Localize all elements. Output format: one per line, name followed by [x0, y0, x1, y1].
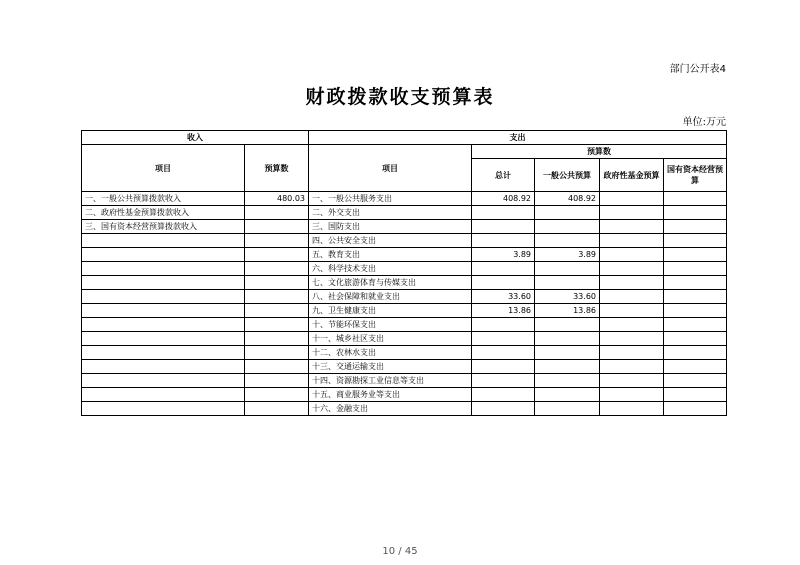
income-amount-cell	[245, 318, 309, 332]
general-public-cell: 408.92	[535, 192, 600, 206]
state-capital-cell	[664, 192, 727, 206]
total-cell	[472, 360, 535, 374]
table-row	[82, 374, 727, 388]
income-item-cell: 三、国有资本经营预算拨款收入	[82, 220, 245, 234]
income-amount-cell	[245, 332, 309, 346]
income-item-cell	[82, 332, 245, 346]
table-row	[82, 318, 727, 332]
general-public-cell	[535, 332, 600, 346]
form-number: 部门公开表4	[669, 64, 726, 75]
total-cell	[472, 374, 535, 388]
gov-fund-cell	[600, 318, 664, 332]
income-item-cell	[82, 346, 245, 360]
state-capital-cell	[664, 206, 727, 220]
expense-item-cell: 七、文化旅游体育与传媒支出	[309, 276, 472, 290]
total-cell	[472, 262, 535, 276]
page-title: 财政拨款收支预算表	[305, 86, 495, 108]
income-amount-cell	[245, 262, 309, 276]
gov-fund-cell	[600, 248, 664, 262]
expense-item-cell: 一、一般公共服务支出	[309, 192, 472, 206]
expense-item-cell: 十一、城乡社区支出	[309, 332, 472, 346]
general-public-cell: 33.60	[535, 290, 600, 304]
gov-fund-cell	[600, 346, 664, 360]
general-public-cell	[535, 388, 600, 402]
total-cell: 3.89	[472, 248, 535, 262]
total-cell	[472, 318, 535, 332]
income-item-cell: 一、一般公共预算拨款收入	[82, 192, 245, 206]
gov-fund-cell	[600, 388, 664, 402]
table-row	[82, 388, 727, 402]
gov-fund-cell	[600, 262, 664, 276]
table-row	[82, 262, 727, 276]
income-amount-header: 预算数	[245, 145, 309, 192]
income-item-cell	[82, 304, 245, 318]
state-capital-cell	[664, 332, 727, 346]
total-cell	[472, 276, 535, 290]
expense-item-cell: 九、卫生健康支出	[309, 304, 472, 318]
income-amount-cell	[245, 388, 309, 402]
state-capital-cell	[664, 388, 727, 402]
total-cell: 408.92	[472, 192, 535, 206]
income-amount-cell	[245, 234, 309, 248]
income-item-cell	[82, 318, 245, 332]
income-item-cell	[82, 402, 245, 416]
gov-fund-cell	[600, 290, 664, 304]
expense-item-cell: 十、节能环保支出	[309, 318, 472, 332]
expense-item-header: 项目	[309, 145, 472, 192]
total-cell: 33.60	[472, 290, 535, 304]
general-public-cell	[535, 360, 600, 374]
income-item-header: 项目	[82, 145, 245, 192]
gov-fund-cell	[600, 276, 664, 290]
expense-item-cell: 十五、商业服务业等支出	[309, 388, 472, 402]
state-capital-cell	[664, 248, 727, 262]
general-public-cell: 3.89	[535, 248, 600, 262]
general-public-cell	[535, 276, 600, 290]
expense-item-cell: 十三、交通运输支出	[309, 360, 472, 374]
income-amount-cell	[245, 346, 309, 360]
income-item-cell	[82, 290, 245, 304]
general-public-cell	[535, 402, 600, 416]
state-capital-cell	[664, 360, 727, 374]
total-cell	[472, 206, 535, 220]
state-capital-cell	[664, 374, 727, 388]
expense-item-cell: 四、公共安全支出	[309, 234, 472, 248]
income-amount-cell	[245, 290, 309, 304]
general-public-cell	[535, 262, 600, 276]
header-row-1	[82, 131, 727, 145]
table-row	[82, 290, 727, 304]
income-item-cell	[82, 360, 245, 374]
income-amount-cell	[245, 220, 309, 234]
gov-fund-cell	[600, 360, 664, 374]
total-cell	[472, 234, 535, 248]
income-item-cell	[82, 374, 245, 388]
income-amount-cell	[245, 248, 309, 262]
state-capital-cell	[664, 276, 727, 290]
budget-table	[81, 130, 727, 416]
budget-group-header: 预算数	[472, 145, 727, 159]
expense-item-cell: 十二、农林水支出	[309, 346, 472, 360]
income-amount-cell	[245, 360, 309, 374]
gov-fund-cell	[600, 304, 664, 318]
income-item-cell: 二、政府性基金预算拨款收入	[82, 206, 245, 220]
table-row	[82, 220, 727, 234]
table-row	[82, 276, 727, 290]
table-row	[82, 192, 727, 206]
income-item-cell	[82, 248, 245, 262]
income-item-cell	[82, 262, 245, 276]
income-amount-cell	[245, 276, 309, 290]
table-row	[82, 346, 727, 360]
total-header: 总计	[472, 159, 535, 192]
general-public-cell: 13.86	[535, 304, 600, 318]
income-amount-cell	[245, 304, 309, 318]
expense-item-cell: 二、外交支出	[309, 206, 472, 220]
income-amount-cell	[245, 402, 309, 416]
income-item-cell	[82, 388, 245, 402]
header-row-2	[82, 145, 727, 159]
gov-fund-cell	[600, 332, 664, 346]
unit-label: 单位:万元	[682, 117, 726, 128]
state-capital-cell	[664, 402, 727, 416]
total-cell	[472, 220, 535, 234]
expense-item-cell: 三、国防支出	[309, 220, 472, 234]
table-row	[82, 206, 727, 220]
state-capital-cell	[664, 346, 727, 360]
table-row	[82, 304, 727, 318]
gov-fund-cell	[600, 234, 664, 248]
state-capital-cell	[664, 318, 727, 332]
table-row	[82, 332, 727, 346]
gov-fund-cell	[600, 374, 664, 388]
state-capital-cell	[664, 220, 727, 234]
state-capital-cell	[664, 262, 727, 276]
income-amount-cell	[245, 206, 309, 220]
state-capital-cell	[664, 234, 727, 248]
gov-fund-cell	[600, 206, 664, 220]
income-item-cell	[82, 234, 245, 248]
general-public-cell	[535, 318, 600, 332]
total-cell	[472, 388, 535, 402]
total-cell	[472, 346, 535, 360]
gov-fund-cell	[600, 402, 664, 416]
expense-header: 支出	[309, 131, 727, 145]
general-public-cell	[535, 234, 600, 248]
table-row	[82, 402, 727, 416]
state-capital-cell	[664, 290, 727, 304]
general-public-cell	[535, 346, 600, 360]
income-header: 收入	[82, 131, 309, 145]
table-row	[82, 248, 727, 262]
total-cell: 13.86	[472, 304, 535, 318]
general-public-cell	[535, 206, 600, 220]
gov-fund-header: 政府性基金预算	[600, 159, 664, 192]
expense-item-cell: 十四、资源勘探工业信息等支出	[309, 374, 472, 388]
state-capital-header: 国有资本经营预算	[664, 159, 727, 192]
expense-item-cell: 六、科学技术支出	[309, 262, 472, 276]
general-public-cell	[535, 220, 600, 234]
gov-fund-cell	[600, 220, 664, 234]
expense-item-cell: 五、教育支出	[309, 248, 472, 262]
table-row	[82, 234, 727, 248]
expense-item-cell: 八、社会保障和就业支出	[309, 290, 472, 304]
total-cell	[472, 332, 535, 346]
expense-item-cell: 十六、金融支出	[309, 402, 472, 416]
page-number: 10 / 45	[382, 546, 418, 557]
income-item-cell	[82, 276, 245, 290]
income-amount-cell: 480.03	[245, 192, 309, 206]
gov-fund-cell	[600, 192, 664, 206]
general-public-header: 一般公共预算	[535, 159, 600, 192]
state-capital-cell	[664, 304, 727, 318]
income-amount-cell	[245, 374, 309, 388]
total-cell	[472, 402, 535, 416]
table-row	[82, 360, 727, 374]
general-public-cell	[535, 374, 600, 388]
